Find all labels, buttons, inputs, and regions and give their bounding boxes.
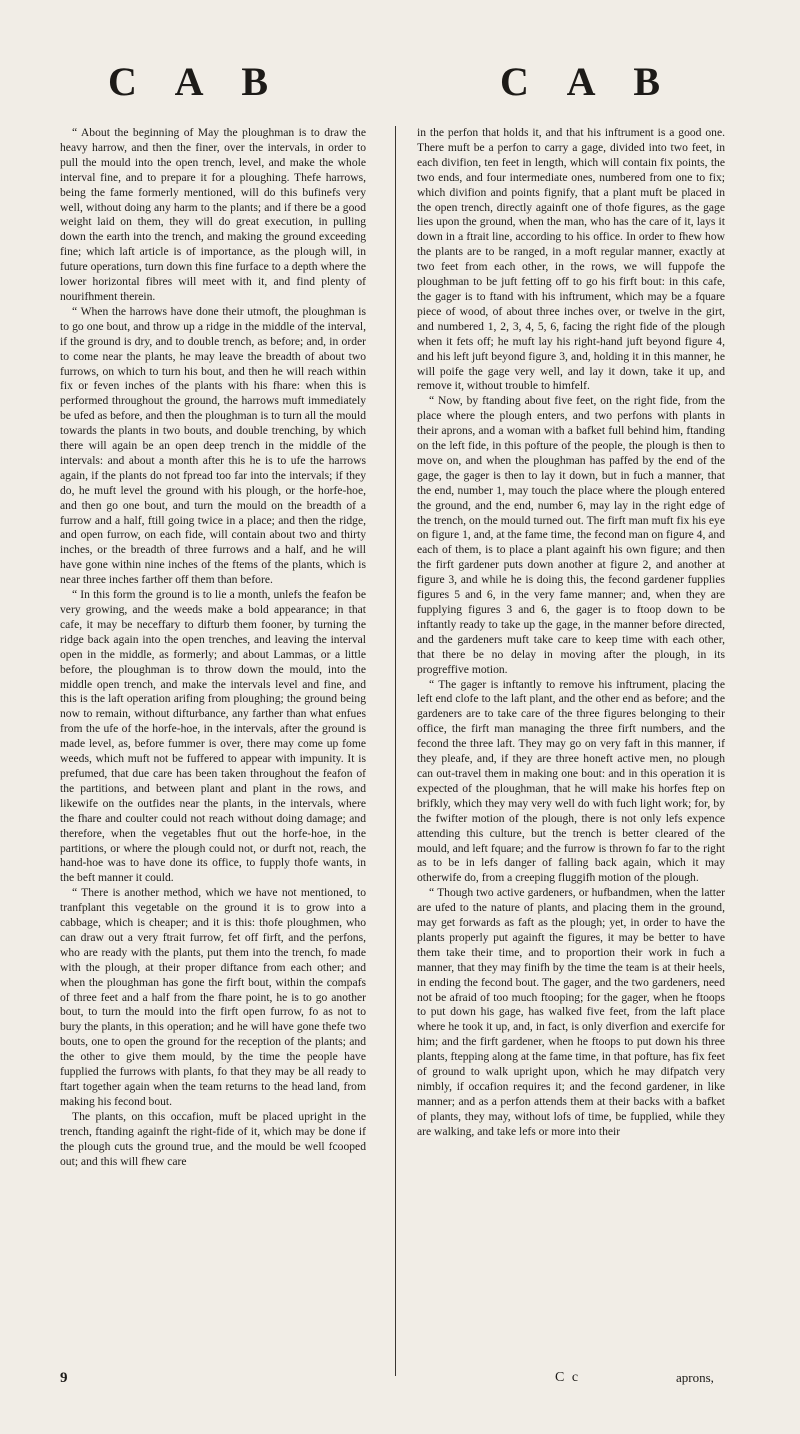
catchword: aprons, xyxy=(676,1370,714,1385)
paragraph: “ There is another method, which we have not mentioned, to tranfplant this vegetable on the ground it is to grow into a cabbage, which is cheaper; and it is this: thofe ploughmen, who can draw out a very ftrait furrow, fet off firft, and the perfons, who are ready with the plants, put them into the trench, fo made with the plough, at their proper diftance from each other; and when the ploughman has gone the firft bout, within the compafs of three feet and a half from the fhare point, he is to go another bout, to turn the mould into the firft open furrow, fo as not to bury the plants, in this operation; and he will have gone thefe two bouts, one to open the ground for the reception of the plants; and the other to give them mould, by the time the people have fupplied the furrows with plants, fo that they may be all ready to ftart together again when the team returns to the head land, from making his fecond bout. xyxy=(60,886,366,1108)
paragraph: “ Now, by ftanding about five feet, on the right fide, from the place where the plough enters, and two perfons with plants in their aprons, and a woman with a bafket full behind him, ftanding on the left fide, in this pofture of the people, the plough is then to move on, and when the ploughman has paffed by the end of the gage, the gager is then to lay it down, but in fuch a manner, that the end, number 1, may touch the place where the plough entered the ground, and the end, number 6, may lay in the right edge of the trench, on the mould turned out. The firft man muft fix his eye on figure 1, and, at the fame time, the fecond man on figure 4, and each of them, is to place a plant againft his own figure; and then the firft gardener puts down another at figure 2, and another at figure 3, and while he is doing this, the fecond gardener fupplies figures 5 and 6, in the very fame manner; and, when they are fupplying figures 3 and 6, the gager is to ftoop down to be inftantly ready to take up the gage, in the manner before directed, and the gardeners muft take care to keep time with each other, that there be no delay in moving after the plough, in its progreffive motion. xyxy=(417,394,725,676)
running-head-right: C A B xyxy=(500,59,676,104)
column-divider xyxy=(395,126,396,1376)
paragraph: “ When the harrows have done their utmoft, the ploughman is to go one bout, and throw up a ridge in the middle of the interval, if the ground is dry, and to double trench, as before; and, in order to come near the plants, he may leave the breadth of about two furrows, on which to turn his bout, and then he will reach within fix or feven inches of the plants with his fhare: when this is performed throughout the ground, the harrows muft immediately be ufed as before, and then the ploughman is to turn all the mould towards the plants in two bouts, and double trenching, by which there will again be an open deep trench in the middle of the intervals: and about a month after this he is to ufe the harrows again, if the plants do not fpread too far into the intervals; if they do, he muft level the ground with his plough, or the horfe-hoe, and then go one bout, and turn the mould on the breadth of a furrow and a half, ftill going twice in a place; and then the ridge, and open furrow, on each fide, will contain about two and thirty inches, or the breadth of three furrows and a half, and he will have gone within nine inches of the ftems of the plants, which is near three inches farther off them than before. xyxy=(60,304,366,587)
paragraph: “ About the beginning of May the ploughman is to draw the heavy harrow, and then the finer, over the intervals, in order to pull the mould into the open trench, level, and make the whole interval fine, and to prepare it for a ploughing. Thefe harrows, being the fame formerly mentioned, will do this bufinefs very well, without doing any harm to the plants; and if there be a good weight laid on them, they will do great execution, in pulling down the earth into the trench, and making the ground exceeding fine; which laft article is of importance, as the plough will, in future operations, turn down this fine furface to a depth where the lower horizontal fibres will meet with it, and find plenty of nourifhment therein. xyxy=(60,126,366,303)
page-number: 9 xyxy=(60,1370,68,1386)
paragraph: “ The gager is inftantly to remove his inftrument, placing the left end clofe to the laft plant, and the other end as before; and the gardeners are to take care of the three figures belonging to their office, the firft man managing the three firft numbers, and the fecond the three laft. They may go on very faft in this manner, if they pleafe, and, if they are three honeft active men, no plough can out-travel them in making one bout: and in this operation it is expected of the ploughman, that he will make his horfes ftep on brifkly, which they may very well do with fuch light work; for, by the fwifter motion of the plough, there is not only lefs expence attending this culture, but the trench is better cleared of the mould, and left fquare; and the furrow is thrown fo far to the right as to be in lefs danger of falling back again, which it may otherwife do, from a creeping fluggifh motion of the plough. xyxy=(417,677,725,885)
paragraph: in the perfon that holds it, and that his inftrument is a good one. There muft be a perfon to carry a gage, divided into two feet, in each divifion, ten feet in length, which will contain fix points, the two ends, and four intermediate ones, numbered from one to fix; which divifion and points fignify, that a plant muft be placed in the open trench, directly againft one of thofe figures, as the gage lies upon the ground, when the man, who has the care of it, lays it down in a ftrait line, according to his office. In order to fhew how the plants are to be ranged, in a moft regular manner, exactly at two feet from each other, in the rows, we will fuppofe the ploughman to be juft fetting off to go his firft bout: in this cafe, the gager is to ftand with his inftrument, which may be a fquare piece of wood, of about three inches over, or twelve in the girt, and numbered 1, 2, 3, 4, 5, 6, facing the right fide of the plough when it fets off; he muft lay his right-hand juft beyond figure 4, and his left juft beyond figure 3, and, holding it in this manner, he will poife the gage very well, and lay it down, take it up, and remove it, without trouble to himfelf. xyxy=(417,126,725,393)
paragraph: “ In this form the ground is to lie a month, unlefs the feafon be very growing, and the weeds make a bold appearance; in that cafe, it may be neceffary to difturb them fooner, by turning the ridge back again into the open trenches, and leaving the interval open in the middle, as formerly; and about Lammas, or a little before, the ploughman is to throw down the mould, into the middle open trench, and make the intervals level and fine, and this is the laft operation arifing from ploughing; the ground being now to remain, without difturbance, any farther than what enfues from the ufe of the horfe-hoe, in the intervals, after the ground is made level, as, before fummer is over, there may come up fome weeds, which muft not be fuffered to appear with impunity. It is prefumed, that due care has been taken throughout the feafon of the partitions, and between plant and plant in the rows, and likewife on the outfides near the plants, in the intervals, where the fhare and coulter could not reach without doing damage; and therefore, when the vegetables fhut out the horfe-hoe, in the partitions, or where the plough could not, or durft not, reach, the hand-hoe was to have done its office, to fupply thofe wants, in the beft manner it could. xyxy=(60,588,366,885)
paragraph: The plants, on this occafion, muft be placed upright in the trench, ftanding againft the right-fide of it, which may be done if the plough cuts the ground true, and the mould be well fcooped out; and this will fhew care xyxy=(60,1109,366,1168)
left-column xyxy=(60,126,366,1366)
running-head-left: C A B xyxy=(108,59,284,104)
signature-mark: C c xyxy=(555,1370,581,1385)
right-column xyxy=(417,126,725,1366)
paragraph: “ Though two active gardeners, or hufbandmen, when the latter are ufed to the nature of plants, and placing them in the ground, may get forwards as faft as the plough; yet, in order to have the plants properly put againft the figures, it may be better to have them take their time, and to proportion their work in fuch a manner, that they may finifh by the time the team is at their heels, in ending the fecond bout. The gager, and the two gardeners, need not be afraid of too much ftooping; for the gager, when he ftoops to put down his gage, has walked five feet, from the laft place where he took it up, and, in fact, is only diverfion and exercife for him; and the firft gardener, when he ftoops to put down his three plants, ftepping along at the fame time, in that pofture, has fix feet of ground to walk upright upon, which he may difpatch very nimbly, if occafion requires it; and the fecond gardener, in like manner; and as a perfon attends them at their backs with a bafket of plants, they may, without lofs of time, be fupplied, while they are walking, and take lefs or more into their xyxy=(417,886,725,1138)
